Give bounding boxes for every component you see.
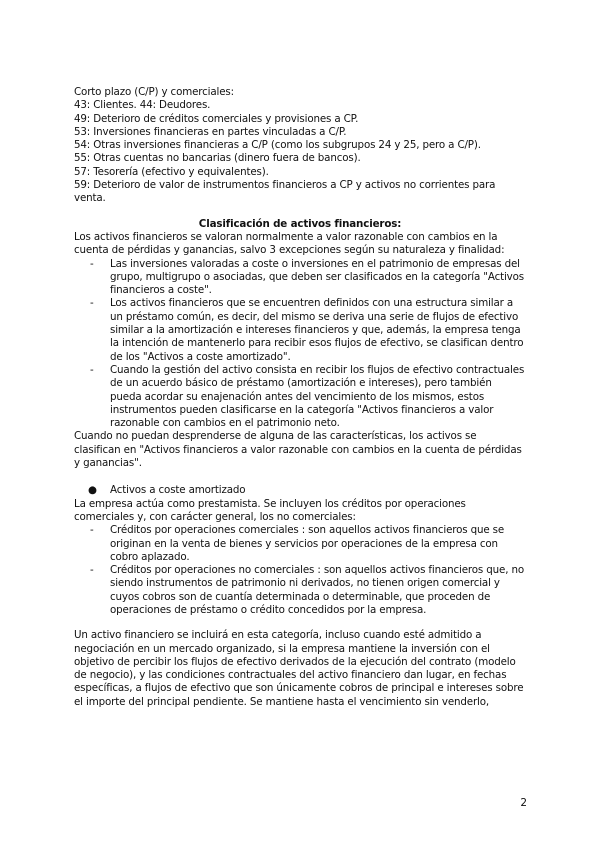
- account-line: 59: Deterioro de valor de instrumentos financieros a CP y activos no corrientes para venta.: [74, 179, 496, 205]
- list-item: - Los activos financieros que se encuentren definidos con una estructura similar a un préstamo común, es decir, del mismo se deriva una serie de flujos de efectivo similar a la amortización e intereses financieros y que, además, la empresa tenga la intención de mantenerlo para recibir esos flujos de efectivo, se clasifican dentro de los "Activos a coste amortizado".: [74, 297, 526, 363]
- account-line: 49: Deterioro de créditos comerciales y provisiones a CP.: [74, 112, 359, 125]
- classification-list: [74, 258, 526, 431]
- amortized-title: Activos a coste amortizado: [110, 484, 246, 497]
- classification-heading: Clasificación de activos financieros:: [198, 217, 402, 230]
- amortized-bullet: [74, 484, 526, 497]
- account-line: 55: Otras cuentas no bancarias (dinero fuera de bancos).: [74, 152, 361, 165]
- amortized-intro: La empresa actúa como prestamista. Se incluyen los créditos por operaciones comerciales y, con carácter general, los no comerciales:: [74, 497, 466, 523]
- account-line: 53: Inversiones financieras en partes vinculadas a C/P.: [74, 125, 347, 138]
- list-item: - Créditos por operaciones comerciales : son aquellos activos financieros que se originan en la venta de bienes y servicios por operaciones de la empresa con cobro aplazado.: [74, 524, 526, 564]
- classification-intro: Los activos financieros se valoran normalmente a valor razonable con cambios en la cuenta de pérdidas y ganancias, salvo 3 excepciones según su naturaleza y finalidad:: [74, 230, 505, 257]
- account-line: 57: Tesorería (efectivo y equivalentes).: [74, 165, 269, 178]
- short-term-title: Corto plazo (C/P) y comerciales:: [74, 86, 234, 98]
- document-body: [74, 86, 526, 709]
- amortized-list: [74, 524, 526, 617]
- list-item: - Créditos por operaciones no comerciales : son aquellos activos financieros que, no siendo instrumentos de patrimonio ni derivados, no tienen origen comercial y cuyos cobros son de cuantía determinada o determinable, que proceden de operaciones de préstamo o crédito concedidos por la empresa.: [74, 564, 526, 617]
- list-item: - Cuando la gestión del activo consista en recibir los flujos de efectivo contractuales de un acuerdo básico de préstamo (amortización e intereses), pero también pueda acordar su enajenación antes del vencimiento de los mismos, estos instrumentos pueden clasificarse en la categoría "Activos financieros a valor razonable con cambios en el patrimonio neto.: [74, 364, 526, 430]
- amortized-paragraph: Un activo financiero se incluirá en esta categoría, incluso cuando esté admitido a negociación en un mercado organizado, si la empresa mantiene la inversión con el objetivo de percibir los flujos de efectivo derivados de la ejecución del contrato (modelo de negocio), y las condiciones contractuales del activo financiero dan lugar, en fechas específicas, a flujos de efectivo que son únicamente cobros de principal e intereses sobre el importe del principal pendiente. Se mantiene hasta el vencimiento sin venderlo,: [74, 629, 524, 708]
- account-line: 54: Otras inversiones financieras a C/P (como los subgrupos 24 y 25, pero a C/P).: [74, 139, 481, 152]
- page-number: 2: [520, 797, 527, 809]
- list-item: - Las inversiones valoradas a coste o inversiones en el patrimonio de empresas del grupo, multigrupo o asociadas, que deben ser clasificados en la categoría "Activos financieros a coste".: [74, 258, 526, 298]
- account-line: 43: Clientes. 44: Deudores.: [74, 99, 211, 112]
- bullet-icon: ●: [88, 484, 97, 497]
- classification-closing: Cuando no puedan desprenderse de alguna de las características, los activos se clasifican en "Activos financieros a valor razonable con cambios en la cuenta de pérdidas y ganancias".: [74, 430, 522, 470]
